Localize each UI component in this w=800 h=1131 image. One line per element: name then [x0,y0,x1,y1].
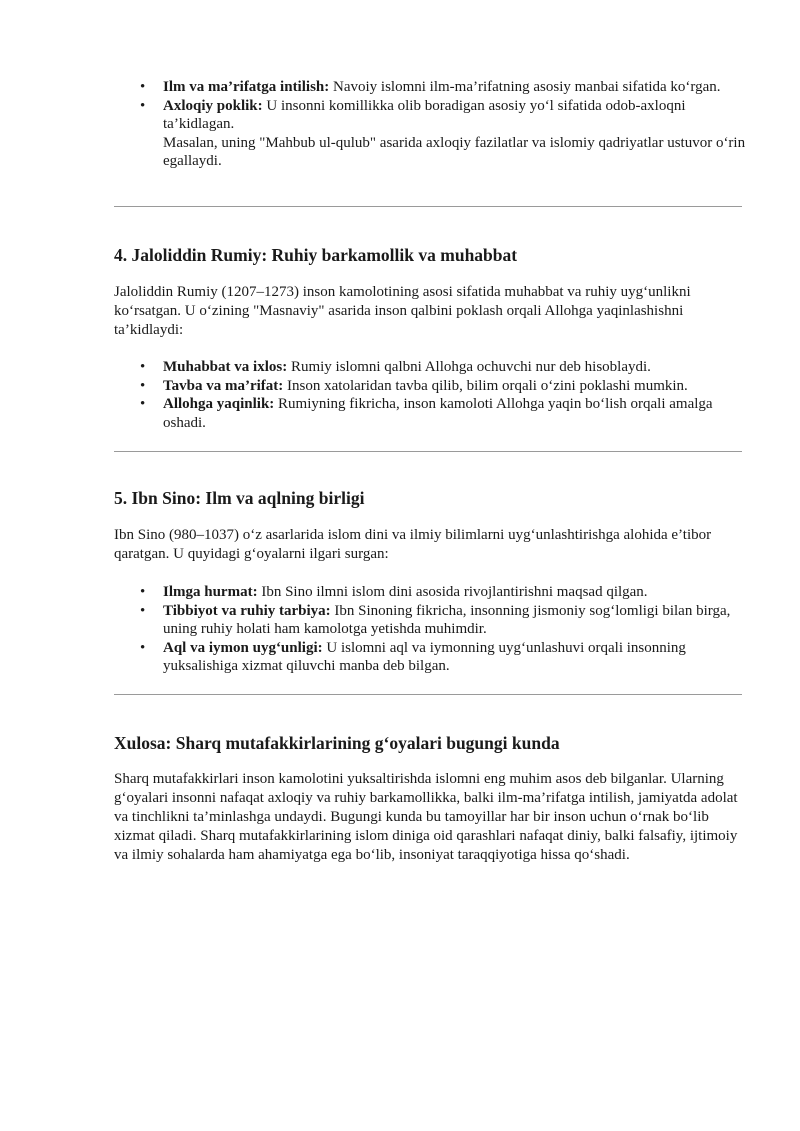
section-paragraph-conclusion: Sharq mutafakkirlari inson kamolotini yuksaltirishda islomni eng muhim asos deb bilganlar. Ularning g‘oyalari insonni nafaqat axloqiy va ruhiy barkamollikka, balki ilm-ma’rifatga intilish, jamiyatda adolat va tinchlikni ta’minlashga undaydi. Bugungi kunda bu tamoyillar har bir inson uchun o‘rnak bo‘lib xizmat qiladi. Sharq mutafakkirlarining islom diniga oid qarashlari nafaqat diniy, balki falsafiy, ijtimoiy va ilmiy sohalarda ham ahamiyatga ega bo‘lib, insoniyat taraqqiyotiga hissa qo‘shadi. [114,771,738,863]
list-item [137,602,747,639]
bullet-term: Tibbiyot va ruhiy tarbiya: [163,602,331,619]
list-item [137,395,747,432]
bullet-text: Navoiy islomni ilm-ma’rifatning asosiy manbai sifatida ko‘rgan. [329,79,721,95]
bullet-term: Tavba va ma’rifat: [163,377,284,394]
bullet-term: Ilmga hurmat: [163,584,258,600]
section-paragraph-ibn-sino: Ibn Sino (980–1037) o‘z asarlarida islom dini va ilmiy bilimlarni uyg‘unlashtirishga alohida e’tibor qaratgan. U quyidagi g‘oyalarni ilgari surgan: [114,527,712,562]
section-paragraph-rumiy: Jaloliddin Rumiy (1207–1273) inson kamolotining asosi sifatida muhabbat va ruhiy uyg‘unlikni ko‘rsatgan. U o‘zining "Masnaviy" asarida inson qalbini poklash orqali Allohga yaqinlashishni ta’kidlaydi: [114,284,691,338]
section-divider [114,451,742,452]
bullet-term: Muhabbat va ixlos: [163,359,288,375]
bullet-term: Allohga yaqinlik: [163,396,275,412]
bullet-term: Aql va iymon uyg‘unligi: [163,639,323,656]
section-heading-ibn-sino: 5. Ibn Sino: Ilm va aqlning birligi [114,488,365,508]
bullet-term: Axloqiy poklik: [163,97,263,114]
bullet-extra-text: Masalan, uning "Mahbub ul-qulub" asarida axloqiy fazilatlar va islomiy qadriyatlar ustuvor o‘rin egallaydi. [163,134,746,169]
list-item [137,583,747,602]
navoiy-bullet-list [137,78,747,171]
list-item [137,358,747,377]
list-item [137,639,747,676]
bullet-text: Inson xatolaridan tavba qilib, bilim orqali o‘zini poklashi mumkin. [283,377,688,394]
bullet-text: Rumiy islomni qalbni Allohga ochuvchi nur deb hisoblaydi. [287,359,651,375]
bullet-text: Rumiyning fikricha, inson kamoloti Allohga yaqin bo‘lish orqali amalga oshadi. [163,396,713,431]
section-heading-conclusion: Xulosa: Sharq mutafakkirlarining g‘oyalari bugungi kunda [114,733,560,753]
bullet-term: Ilm va ma’rifatga intilish: [163,79,330,95]
ibn-sino-bullet-list [137,583,747,676]
section-heading-rumiy: 4. Jaloliddin Rumiy: Ruhiy barkamollik va muhabbat [114,245,518,265]
bullet-text: U islomni aql va iymonning uyg‘unlashuvi orqali insonning yuksalishiga xizmat qiluvchi manba deb bilgan. [163,639,686,674]
rumiy-bullet-list [137,358,747,432]
section-divider [114,206,742,207]
list-item [137,78,747,97]
bullet-text: U insonni komillikka olib boradigan asosiy yo‘l sifatida odob-axloqni ta’kidlagan. [163,97,686,132]
section-divider [114,694,742,695]
bullet-text: Ibn Sino ilmni islom dini asosida rivojlantirishni maqsad qilgan. [257,584,648,600]
list-item [137,97,747,171]
bullet-text: Ibn Sinoning fikricha, insonning jismoniy sog‘lomligi bilan birga, uning ruhiy holati ham kamolotga yetishda muhimdir. [163,602,731,637]
list-item [137,377,747,396]
